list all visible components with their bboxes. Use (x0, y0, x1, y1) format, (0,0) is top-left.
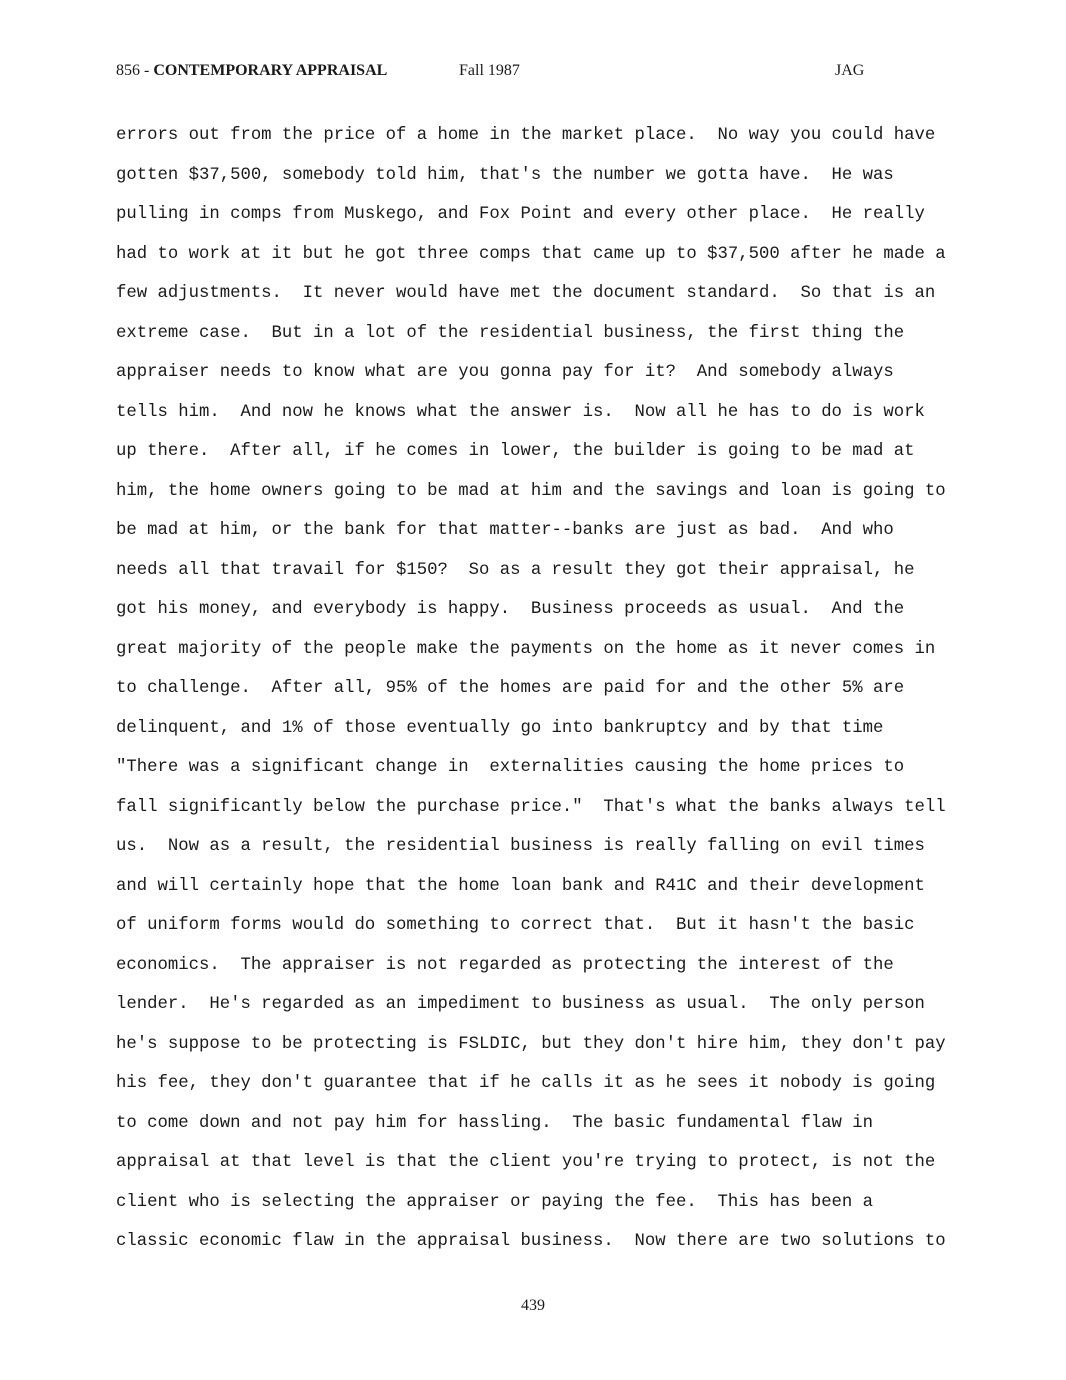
text-line: and will certainly hope that the home loan bank and R41C and their development (116, 876, 925, 896)
text-line: had to work at it but he got three comps that came up to $37,500 after he made a (116, 244, 946, 264)
text-line: "There was a significant change in externalities causing the home prices to (116, 758, 905, 777)
text-line: his fee, they don't guarantee that if he calls it as he sees it nobody is going (116, 1074, 936, 1093)
course-heading (116, 62, 387, 80)
page-header (116, 62, 876, 84)
text-line: pulling in comps from Muskego, and Fox Point and every other place. He really (116, 205, 925, 224)
text-line: economics. The appraiser is not regarded as protecting the interest of the (116, 955, 894, 975)
text-line: classic economic flaw in the appraisal business. Now there are two solutions to (116, 1232, 946, 1251)
text-line: to come down and not pay him for hassling. The basic fundamental flaw in (116, 1113, 874, 1133)
transcript-body (116, 116, 956, 1262)
text-line: got his money, and everybody is happy. Business proceeds as usual. And the (116, 600, 905, 619)
text-line: needs all that travail for $150? So as a result they got their appraisal, he (116, 560, 915, 580)
text-line: tells him. And now he knows what the answer is. Now all he has to do is work (116, 402, 925, 422)
text-line: up there. After all, if he comes in lower, the builder is going to be mad at (116, 442, 915, 461)
text-line: errors out from the price of a home in the market place. No way you could have (116, 126, 936, 145)
text-line: few adjustments. It never would have met the document standard. So that is an (116, 284, 936, 303)
text-line: great majority of the people make the payments on the home as it never comes in (116, 639, 936, 659)
text-line: appraisal at that level is that the client you're trying to protect, is not the (116, 1153, 936, 1172)
text-line: gotten $37,500, somebody told him, that's the number we gotta have. He was (116, 165, 894, 185)
text-line: him, the home owners going to be mad at him and the savings and loan is going to (116, 481, 946, 501)
course-title: CONTEMPORARY APPRAISAL (153, 62, 388, 79)
text-line: delinquent, and 1% of those eventually go into bankruptcy and by that time (116, 718, 884, 738)
text-line: he's suppose to be protecting is FSLDIC, but they don't hire him, they don't pay (116, 1034, 946, 1054)
text-line: extreme case. But in a lot of the residential business, the first thing the (116, 323, 905, 343)
text-line: fall significantly below the purchase price." That's what the banks always tell (116, 797, 946, 817)
text-line: lender. He's regarded as an impediment to business as usual. The only person (116, 995, 925, 1014)
term-label: Fall 1987 (459, 62, 520, 79)
course-number: 856 - (116, 62, 154, 79)
text-line: of uniform forms would do something to correct that. But it hasn't the basic (116, 916, 915, 935)
text-line: to challenge. After all, 95% of the homes are paid for and the other 5% are (116, 679, 905, 698)
text-line: appraiser needs to know what are you gonna pay for it? And somebody always (116, 363, 894, 382)
page-number: 439 (521, 1297, 545, 1314)
text-line: us. Now as a result, the residential business is really falling on evil times (116, 837, 925, 856)
author-initials: JAG (835, 62, 865, 79)
text-line: be mad at him, or the bank for that matter--banks are just as bad. And who (116, 521, 894, 540)
text-line: client who is selecting the appraiser or paying the fee. This has been a (116, 1192, 874, 1212)
